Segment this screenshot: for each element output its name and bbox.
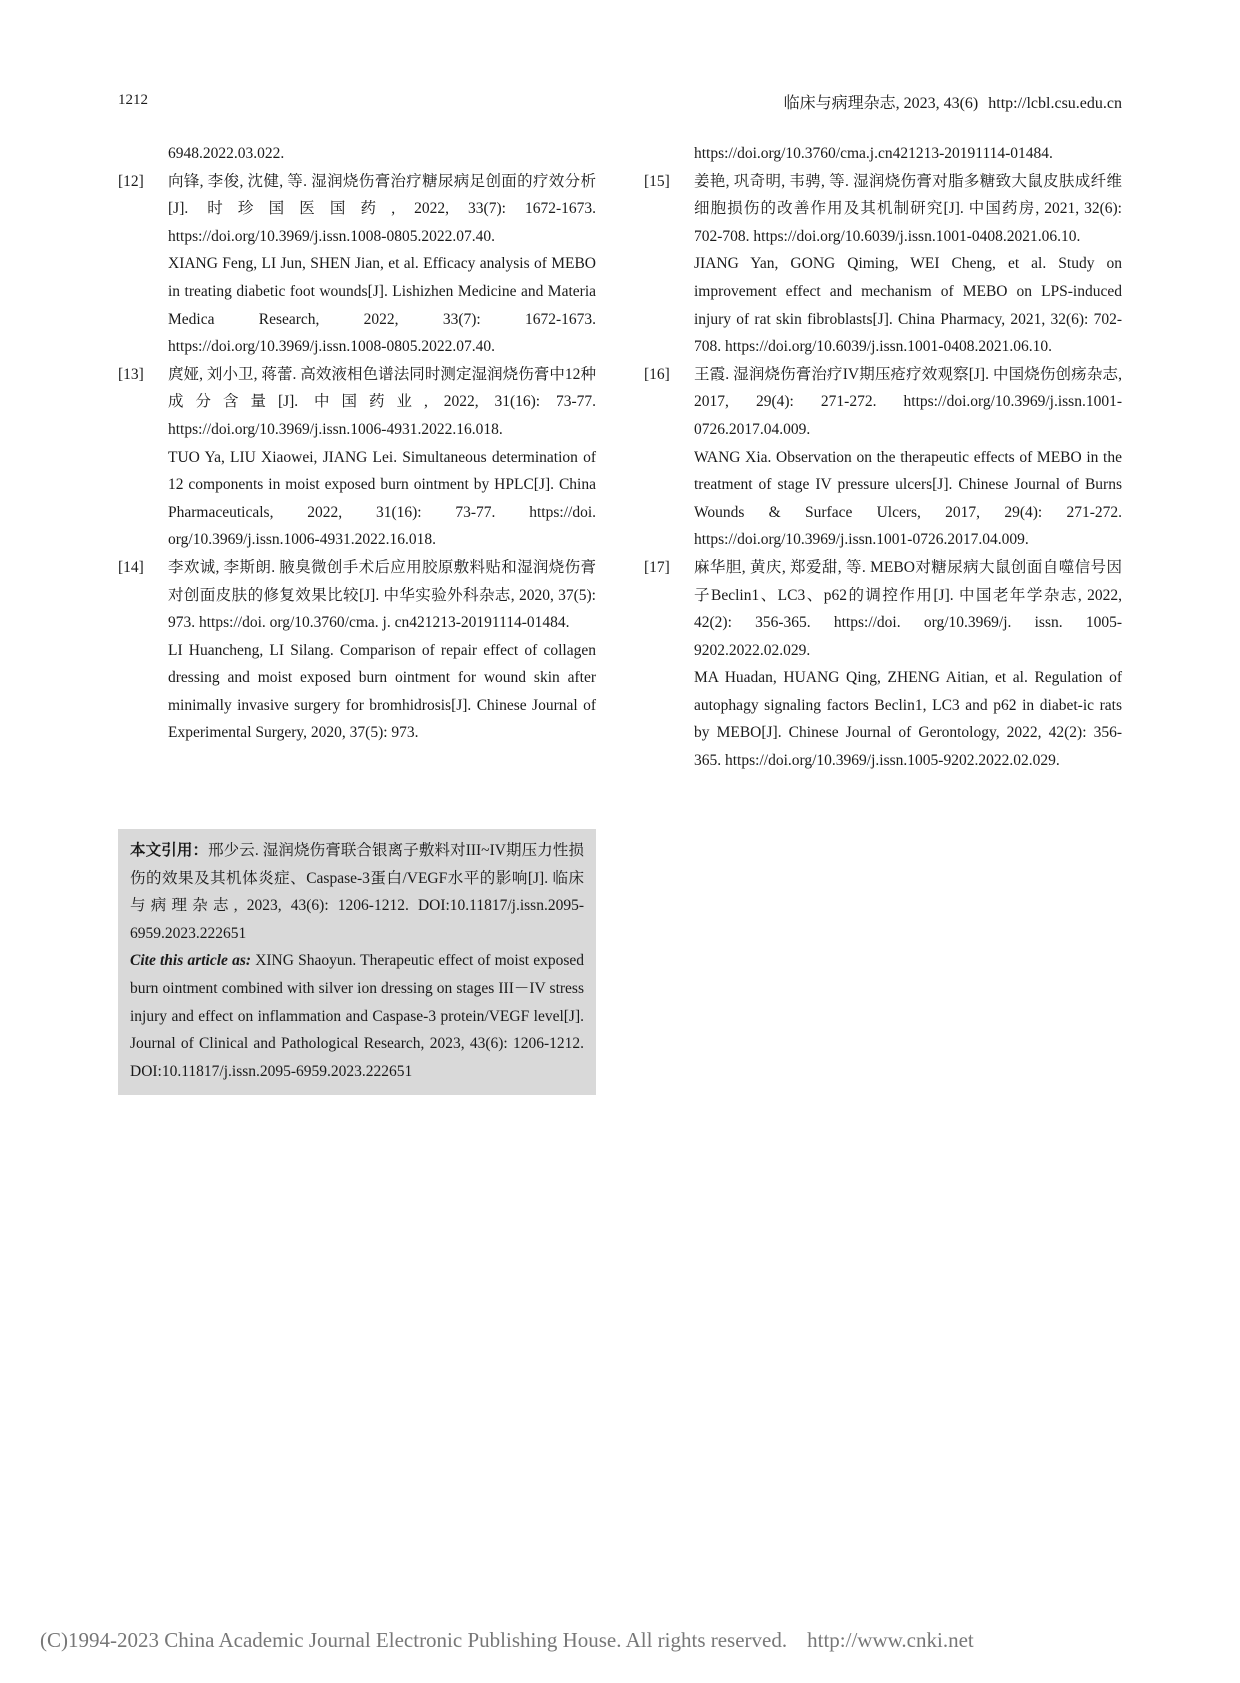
reference-continuation	[644, 140, 1122, 168]
reference-continuation	[118, 140, 596, 168]
reference-en: JIANG Yan, GONG Qiming, WEI Cheng, et al. Study on improvement effect and mechanism of MEBO on LPS-induced injury of rat skin fibroblasts[J]. China Pharmacy, 2021, 32(6): 702-708. https://doi.org/10.6039/j.issn.1001-0408.2021.06.10.	[694, 255, 1122, 356]
reference-item	[644, 361, 1122, 554]
citation-box	[118, 829, 596, 1095]
running-header	[784, 90, 1122, 113]
reference-zh: 姜艳, 巩奇明, 韦骋, 等. 湿润烧伤膏对脂多糖致大鼠皮肤成纤维细胞损伤的改善作用及其机制研究[J]. 中国药房, 2021, 32(6): 702-708. https://doi.org/10.6039/j.issn.1001-0408.2021.06.10.	[694, 172, 1122, 245]
citation-text-en: XING Shaoyun. Therapeutic effect of moist exposed burn ointment combined with silver ion dressing on stages III－IV stress injury and effect on inflammation and Caspase-3 protein/VEGF level[J]. Journal of Clinical and Pathological Research, 2023, 43(6): 1206-1212. DOI:10.11817/j.issn.2095-6959.2023.222651	[130, 952, 584, 1080]
reference-zh: 王霞. 湿润烧伤膏治疗IV期压疮疗效观察[J]. 中国烧伤创疡杂志, 2017, 29(4): 271-272. https://doi.org/10.3969/j.issn.1001-0726.2017.04.009.	[694, 365, 1122, 438]
copyright-footer	[40, 1628, 974, 1653]
reference-zh: 庹娅, 刘小卫, 蒋蕾. 高效液相色谱法同时测定湿润烧伤膏中12种成分含量[J]. 中国药业, 2022, 31(16): 73-77. https://doi.org/10.3969/j.issn.1006-4931.2022.16.018.	[168, 365, 596, 438]
journal-citation: 临床与病理杂志, 2023, 43(6)	[783, 95, 979, 112]
reference-item	[118, 168, 596, 361]
reference-item	[118, 554, 596, 747]
reference-item	[644, 554, 1122, 775]
citation-zh	[130, 837, 584, 947]
reference-item	[644, 168, 1122, 361]
reference-zh: 麻华胆, 黄庆, 郑爱甜, 等. MEBO对糖尿病大鼠创面自噬信号因子Beclin1、LC3、p62的调控作用[J]. 中国老年学杂志, 2022, 42(2): 356-365. https://doi. org/10.3969/j. issn. 1005-9202.2022.02.029.	[694, 558, 1122, 659]
reference-number: [16]	[644, 365, 670, 383]
copyright-text: (C)1994-2023 China Academic Journal Electronic Publishing House. All rights reserved.	[40, 1628, 788, 1652]
reference-number: [15]	[644, 172, 670, 190]
citation-text-zh: 邢少云. 湿润烧伤膏联合银离子敷料对III~IV期压力性损伤的效果及其机体炎症、Caspase-3蛋白/VEGF水平的影响[J]. 临床与病理杂志, 2023, 43(6): 1206-1212. DOI:10.11817/j.issn.2095-6959.2023.222651	[130, 842, 584, 942]
reference-en: LI Huancheng, LI Silang. Comparison of repair effect of collagen dressing and moist exposed burn ointment for wound skin after minimally invasive surgery for bromhidrosis[J]. Chinese Journal of Experimental Surgery, 2020, 37(5): 973.	[168, 641, 596, 742]
reference-en: MA Huadan, HUANG Qing, ZHENG Aitian, et al. Regulation of autophagy signaling factors Beclin1, LC3 and p62 in diabet-ic rats by MEBO[J]. Chinese Journal of Gerontology, 2022, 42(2): 356-365. https://doi.org/10.3969/j.issn.1005-9202.2022.02.029.	[694, 669, 1122, 770]
reference-zh: 李欢诚, 李斯朗. 腋臭微创手术后应用胶原敷料贴和湿润烧伤膏对创面皮肤的修复效果比较[J]. 中华实验外科杂志, 2020, 37(5): 973. https://doi. org/10.3760/cma. j. cn421213-20191114-01484.	[168, 558, 596, 632]
reference-continuation-text: 6948.2022.03.022.	[168, 145, 285, 162]
reference-en: TUO Ya, LIU Xiaowei, JIANG Lei. Simultaneous determination of 12 components in moist exposed burn ointment by HPLC[J]. China Pharmaceuticals, 2022, 31(16): 73-77. https://doi. org/10.3969/j.issn.1006-4931.2022.16.018.	[168, 448, 596, 549]
reference-en: XIANG Feng, LI Jun, SHEN Jian, et al. Efficacy analysis of MEBO in treating diabetic foot wounds[J]. Lishizhen Medicine and Materia Medica Research, 2022, 33(7): 1672-1673. https://doi.org/10.3969/j.issn.1008-0805.2022.07.40.	[168, 255, 596, 356]
reference-item	[118, 361, 596, 554]
reference-number: [13]	[118, 365, 144, 383]
reference-continuation-text: https://doi.org/10.3760/cma.j.cn421213-20191114-01484.	[694, 145, 1053, 162]
page-number: 1212	[118, 92, 148, 108]
left-column	[118, 140, 596, 747]
journal-url[interactable]: http://lcbl.csu.edu.cn	[988, 95, 1122, 112]
reference-number: [14]	[118, 558, 144, 576]
citation-en	[130, 947, 584, 1085]
reference-number: [12]	[118, 172, 144, 190]
citation-label-zh: 本文引用：	[130, 842, 209, 859]
reference-number: [17]	[644, 558, 670, 576]
reference-en: WANG Xia. Observation on the therapeutic effects of MEBO in the treatment of stage IV pressure ulcers[J]. Chinese Journal of Burns Wounds & Surface Ulcers, 2017, 29(4): 271-272. https://doi.org/10.3969/j.issn.1001-0726.2017.04.009.	[694, 448, 1122, 549]
citation-label-en: Cite this article as:	[130, 952, 252, 970]
footer-url[interactable]: http://www.cnki.net	[807, 1628, 974, 1652]
reference-zh: 向锋, 李俊, 沈健, 等. 湿润烧伤膏治疗糖尿病足创面的疗效分析[J]. 时珍国医国药, 2022, 33(7): 1672-1673. https://doi.org/10.3969/j.issn.1008-0805.2022.07.40.	[168, 172, 596, 245]
right-column	[644, 140, 1122, 775]
